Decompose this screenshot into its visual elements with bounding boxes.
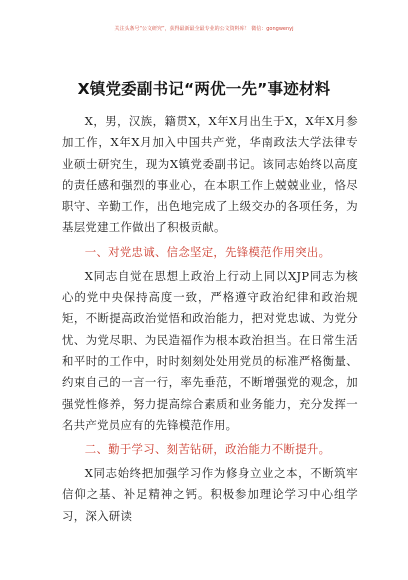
section-2-heading: 二、勤于学习、刻苦钻研，政治能力不断提升。 <box>84 442 331 457</box>
document-body <box>62 111 358 527</box>
intro-paragraph: X，男，汉族，籍贯X，X年X月出生于X，X年X月参加工作，X年X月加入中国共产党，华南政法大学法律专业硕士研究生，现为X镇党委副书记。该同志始终以高度的责任感和强烈的事业心，在本职工作上兢兢业业，恪尽职守、辛勤工作，出色地完成了上级交办的各项任务，为基层党建工作做出了积极贡献。 <box>62 114 358 235</box>
section-1-heading: 一、对党忠诚、信念坚定，先锋模范作用突出。 <box>84 244 331 259</box>
section-2-paragraph: X同志始终把加强学习作为修身立业之本，不断筑牢信仰之基、补足精神之钙。积极参加理论学习中心组学习，深入研读 <box>62 466 358 523</box>
header-banner: 关注头条号“公文研究”，获得最新最全最专业的公文资料库！ 微信：gongwenyj <box>114 26 294 32</box>
section-1-paragraph: X同志自觉在思想上政治上行动上同以XJP同志为核心的党中央保持高度一致，严格遵守政治纪律和政治规矩，不断提高政治觉悟和政治能力，把对党忠诚、为党分忧、为党尽职、为民造福作为根本政治担当。在日常生活和平时的工作中，时时刻刻处处用党员的标准严格衡量、约束自己的一言一行，率先垂范，不断增强党的观念，加强党性修养，努力提高综合素质和业务能力，充分发挥一名共产党员应有的先锋模范作用。 <box>62 268 358 432</box>
page-title: X镇党委副书记“两优一先”事迹材料 <box>77 80 331 98</box>
